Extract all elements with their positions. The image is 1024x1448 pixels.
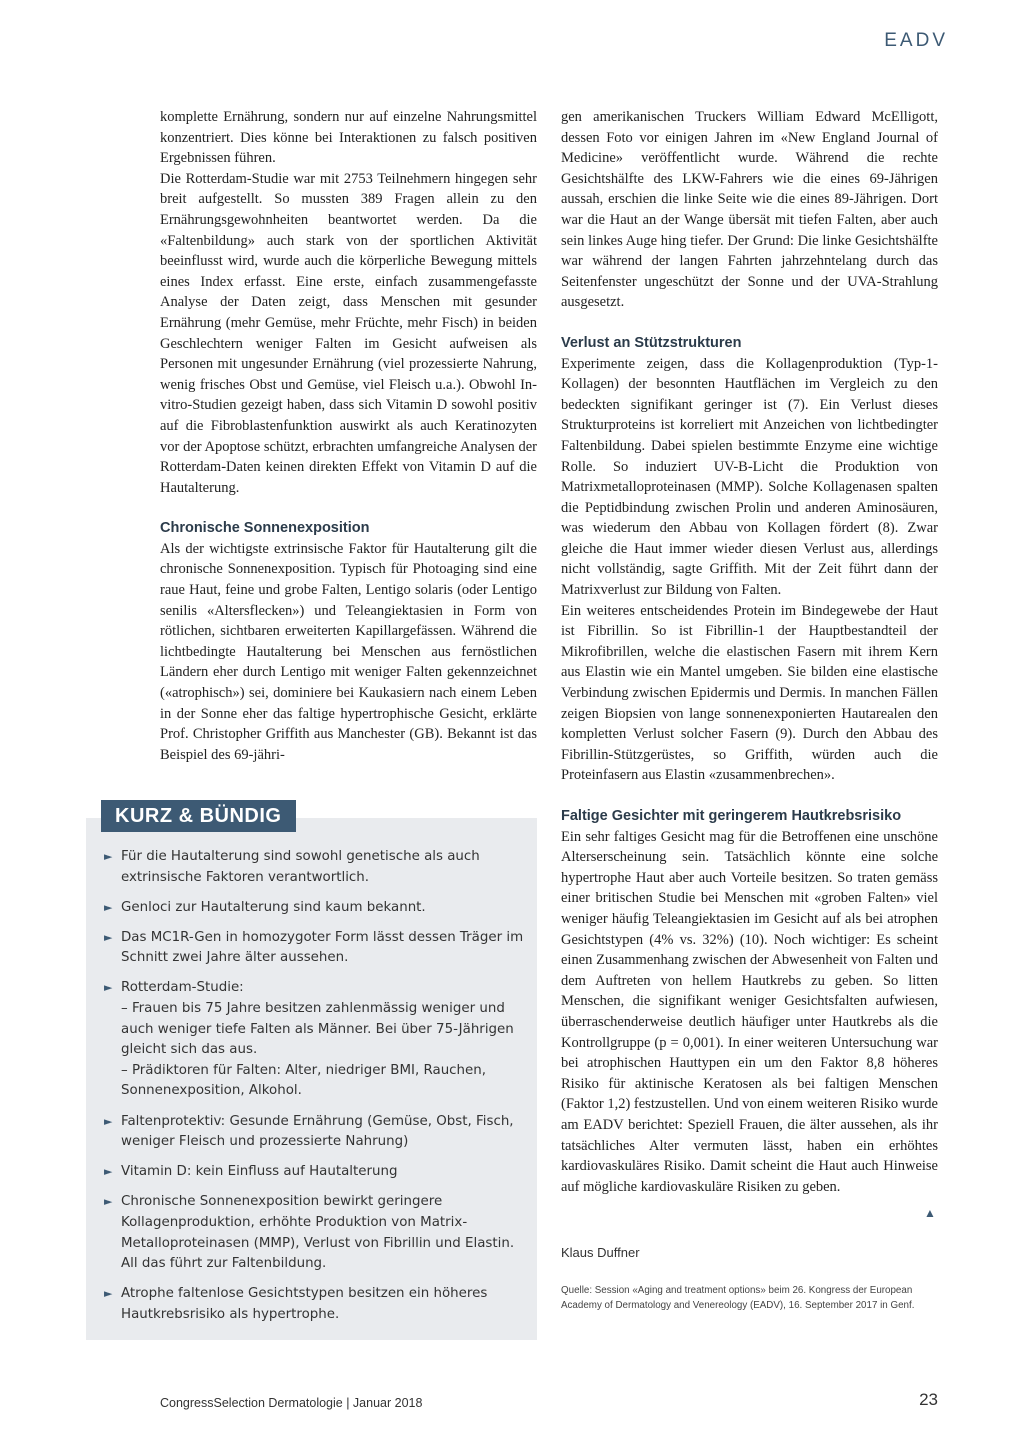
footer-publication: CongressSelection Dermatologie | Januar 2018: [160, 1396, 423, 1410]
paragraph: komplette Ernährung, sondern nur auf einzelne Nahrungsmittel konzentriert. Dies könne bei Interaktionen zu falsch positiven Ergebnissen führen.: [160, 109, 537, 167]
triangle-bullet-icon: ►: [104, 1114, 113, 1128]
summary-list-item: [104, 978, 524, 1102]
triangle-bullet-icon: ►: [104, 850, 113, 863]
summary-item-text: Chronische Sonnenexposition bewirkt geringere Kollagenproduktion, erhöhte Produktion von Matrix-Metalloproteinasen (MMP), Verlust von Fibrillin und Elastin. All das führt zur Faltenbildung.: [121, 1194, 515, 1272]
page-number: 23: [919, 1390, 938, 1409]
source-note: Quelle: Session «Aging and treatment options» beim 26. Kongress der European Academy of Dermatology and Venereology (EADV), 16. September 2017 in Genf.: [561, 1285, 915, 1311]
summary-list-item: [104, 1162, 524, 1183]
section-tag: EADV: [884, 30, 948, 51]
summary-item-text: Atrophe faltenlose Gesichtstypen besitzen ein höheres Hautkrebsrisiko als hypertrophe.: [121, 1286, 488, 1322]
triangle-bullet-icon: ►: [104, 1195, 113, 1209]
summary-item-text: Vitamin D: kein Einfluss auf Hautalterung: [121, 1164, 398, 1180]
author: Klaus Duffner: [561, 1245, 640, 1260]
paragraph: Ein sehr faltiges Gesicht mag für die Betroffenen eine unschöne Alterserscheinung sein. Tatsächlich könnte eine solche hypertrophe Haut aber auch Vorteile besitzen. So traten gemäss einer britischen Studie bei Menschen mit «groben Falten» viel weniger häufig Teleangiektasien im Gesicht auf als bei atrophen Gesichtstypen (4% vs. 32%) (10). Noch wichtiger: Es scheint einen Zusammenhang zwischen der Abwesenheit von Falten und dem Auftreten von hellem Hautkrebs zu geben. So litten Menschen, die signifikant weniger Gesichtsfalten aufwiesen, überraschenderweise deutlich häufiger unter Hautkrebs als die Kontrollgruppe (p = 0,001). In einer weiteren Untersuchung war bei atrophischen Hauttypen ein um den Faktor 8,8 höheres Risiko für aktinische Keratosen als bei faltigen Menschen (Faktor 1,2) festzustellen. Und von einem weiteren Risiko wurde am EADV berichtet: Speziell Frauen, die älter aussehen, als ihr tatsächliches Alter vermuten lässt, haben ein erhöhtes kardiovaskuläres Risiko. Damit scheint die Haut auch Hinweise auf mögliche kardiovaskuläre Risiken zu geben.: [561, 828, 938, 1195]
triangle-bullet-icon: ►: [104, 1287, 113, 1301]
right-column: [561, 107, 938, 1197]
triangle-bullet-icon: ►: [104, 900, 113, 914]
section-heading: Faltige Gesichter mit geringerem Hautkrebsrisiko: [561, 808, 902, 824]
paragraph: Ein weiteres entscheidendes Protein im Bindegewebe der Haut ist Fibrillin. So ist Fibrillin-1 der Hauptbestandteil der Mikrofibrillen, welche die elastischen Fasern mit ihrem Kern aus Elastin wie ein Mantel umgeben. Sie bilden eine elastische Verbindung zwischen Epidermis und Dermis. In manchen Fällen zeigen Biopsien von lange sonnenexponierten Hautarealen den kompletten Verlust solcher Fasern (9). Durch den Abbau des Fibrillin-Stützgerüstes, so Griffith, würden auch die Proteinfasern aus Elastin «zusammenbrechen».: [561, 602, 938, 784]
summary-list-item: [104, 1192, 524, 1274]
summary-item-text: Für die Hautalterung sind sowohl genetische als auch extrinsische Faktoren verantwortlich.: [121, 849, 480, 885]
end-of-article-icon: ▲: [924, 1206, 936, 1220]
summary-list-item: [104, 1112, 524, 1153]
summary-item-text: – Frauen bis 75 Jahre besitzen zahlenmässig weniger und auch weniger tiefe Falten als Männer. Bei über 75-Jährigen gleicht sich das aus.: [121, 1001, 514, 1058]
section-heading: Verlust an Stützstrukturen: [561, 334, 742, 351]
triangle-bullet-icon: ►: [104, 981, 113, 995]
summary-item-text: Faltenprotektiv: Gesunde Ernährung (Gemüse, Obst, Fisch, weniger Fleisch und prozessierte Nahrung): [121, 1113, 514, 1150]
summary-box-title: KURZ & BÜNDIG: [101, 800, 296, 832]
paragraph: Experimente zeigen, dass die Kollagenproduktion (Typ-1-Kollagen) der besonnten Hautflächen im Vergleich zu den bedeckten signifikant geringer ist (7). Ein Verlust dieses Strukturproteins ist korreliert mit Anzeichen von lichtbedingter Faltenbildung. Dabei spielen bestimmte Enzyme eine wichtige Rolle. So induziert UV-B-Licht die Produktion von Matrixmetalloproteinasen (MMP). Solche Kollagenasen spalten die Peptidbindung zwischen Prolin und anderen Aminosäuren, was wiederum den Abbau von Kollagen fördert (8). Zwar gleiche die Haut immer wieder diesen Verlust aus, allerdings nicht vollständig, sagte Griffith. Mit der Zeit führt dann der Matrixverlust zur Bildung von Falten.: [561, 355, 938, 599]
left-column: [160, 107, 537, 765]
summary-item-text: – Prädiktoren für Falten: Alter, niedriger BMI, Rauchen, Sonnenexposition, Alkohol.: [121, 1062, 487, 1099]
summary-list: [104, 847, 524, 1335]
summary-list-item: [104, 847, 524, 888]
triangle-bullet-icon: ►: [104, 930, 113, 944]
summary-list-item: [104, 1284, 524, 1325]
summary-item-text: Das MC1R-Gen in homozygoter Form lässt dessen Träger im Schnitt zwei Jahre älter aussehen.: [121, 929, 524, 966]
summary-item-text: Genloci zur Hautalterung sind kaum bekannt.: [121, 899, 426, 915]
paragraph: Als der wichtigste extrinsische Faktor für Hautalterung gilt die chronische Sonnenexposition. Typisch für Photoaging sind eine raue Haut, feine und grobe Falten, Lentigo solaris (oder Lentigo senilis «Altersflecken») und Teleangiektasien in Form von rötlichen, sichtbaren erweiterten Kapillargefässen. Während die lichtbedingte Hautalterung bei Menschen aus fernöstlichen Ländern eher durch Lentigo mit weniger Falten gekennzeichnet («atrophisch») sei, dominiere bei Kaukasiern nach einem Leben in der Sonne eher das faltige hypertrophische Gesicht, erklärte Prof. Christopher Griffith aus Manchester (GB). Bekannt ist das Beispiel des 69-jähri-: [160, 540, 537, 763]
summary-list-item: [104, 928, 524, 969]
paragraph: gen amerikanischen Truckers William Edward McElligott, dessen Foto vor einigen Jahren im «New England Journal of Medicine» veröffentlicht wurde. Während die rechte Gesichtshälfte des LKW-Fahrers wie die eines 69-Jährigen aussah, erschien die linke Seite wie die eines 89-Jährigen. Dort war die Haut an der Wange übersät mit tiefen Falten, aber auch sein linkes Auge hing tiefer. Der Grund: Die linke Gesichtshälfte war während der langen Fahrten jahrzehntelang durch das Seitenfenster ungeschützt der Sonne und der UVA-Strahlung ausgesetzt.: [561, 109, 938, 311]
summary-item-text: Rotterdam-Studie:: [121, 980, 244, 996]
summary-list-item: [104, 898, 524, 919]
section-heading: Chronische Sonnenexposition: [160, 520, 370, 537]
triangle-bullet-icon: ►: [104, 1165, 113, 1179]
paragraph: Die Rotterdam-Studie war mit 2753 Teilnehmern hingegen sehr breit aufgestellt. So mussten 389 Fragen allein zu den Ernährungsgewohnheiten beantwortet werden. Da die «Faltenbildung» auch stark von der sportlichen Aktivität beeinflusst wird, wurde auch die körperliche Bewegung mittels eines Index erfasst. Eine erste, einfach zusammengefasste Analyse der Daten zeigt, dass Menschen mit gesunder Ernährung (mehr Gemüse, mehr Früchte, mehr Fisch) in beiden Geschlechtern weniger Falten im Gesicht aufweisen als Personen mit ungesunder Ernährung (viel prozessierte Nahrung, wenig frisches Obst und Gemüse, viel Fleisch u.a.). Obwohl In-vitro-Studien gezeigt haben, dass sich Vitamin D sowohl positiv auf die Fibroblastenfunktion auswirkt als auch Keratinozyten vor der Apoptose schützt, erbrachten umfangreiche Analysen der Rotterdam-Daten keinen direkten Effekt von Vitamin D auf die Hautalterung.: [160, 170, 537, 496]
